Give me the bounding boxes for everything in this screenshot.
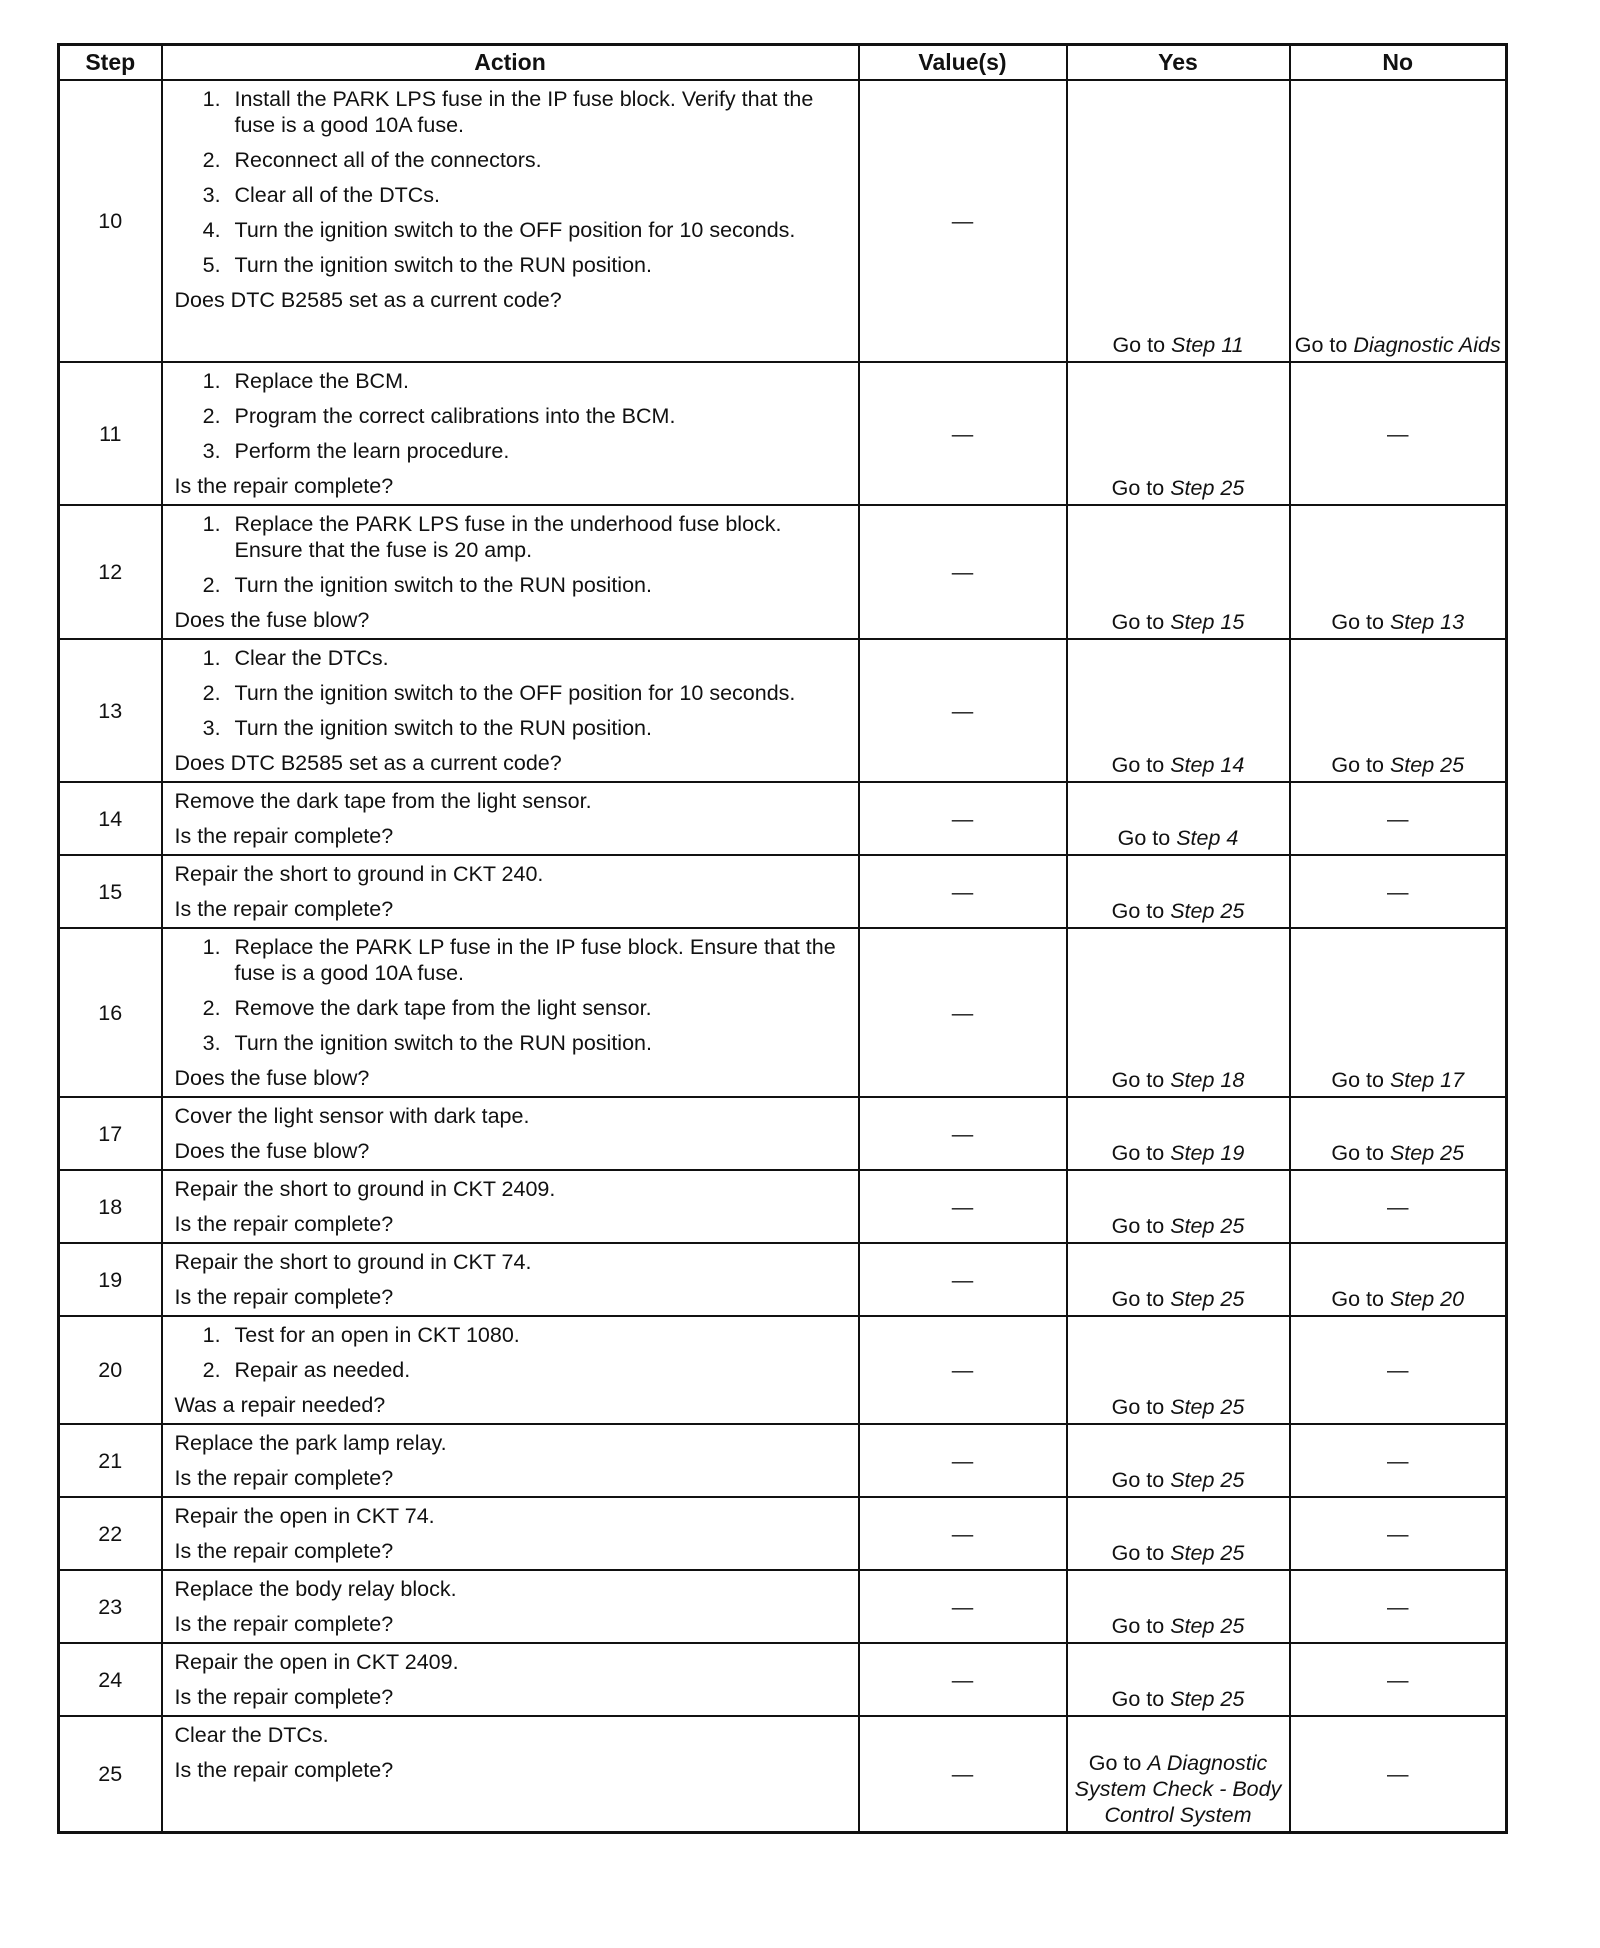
table-row (59, 1170, 1507, 1243)
action-statement: Repair the open in CKT 74. (174, 1504, 435, 1528)
yes-goto-target: Step 25 (1170, 1687, 1245, 1711)
yes-goto-target: Step 4 (1176, 826, 1239, 850)
yes-cell (1067, 1424, 1290, 1497)
table-row (59, 1424, 1507, 1497)
yes-goto-target: Step 25 (1170, 1287, 1245, 1311)
yes-cell (1067, 1716, 1290, 1832)
yes-cell (1067, 928, 1290, 1097)
yes-goto-target: Step 11 (1171, 333, 1244, 357)
action-item: 1. Test for an open in CKT 1080. (233, 1322, 852, 1348)
yes-cell (1067, 80, 1290, 362)
action-statement: Clear the DTCs. (174, 1723, 329, 1747)
action-question: Is the repair complete? (174, 474, 394, 498)
action-item: 1. Install the PARK LPS fuse in the IP fuse block. Verify that the fuse is a good 10A fuse. (233, 86, 852, 138)
no-cell (1290, 639, 1507, 782)
no-cell (1290, 80, 1507, 362)
value-cell: — (859, 928, 1067, 1097)
yes-goto-target: Step 15 (1170, 610, 1245, 634)
action-question: Is the repair complete? (174, 1212, 394, 1236)
action-question: Is the repair complete? (174, 824, 394, 848)
action-cell (162, 639, 859, 782)
value-cell: — (859, 1716, 1067, 1832)
no-cell: — (1290, 1643, 1507, 1716)
no-cell: — (1290, 855, 1507, 928)
yes-goto-prefix: Go to (1117, 826, 1177, 850)
action-statement: Replace the body relay block. (174, 1577, 457, 1601)
yes-goto-prefix: Go to (1111, 1068, 1171, 1092)
action-list (175, 511, 852, 598)
action-question: Is the repair complete? (174, 1685, 394, 1709)
no-goto-target: Step 20 (1389, 1287, 1465, 1311)
value-cell: — (859, 1170, 1067, 1243)
value-cell: — (859, 1643, 1067, 1716)
no-cell: — (1290, 1497, 1507, 1570)
no-cell: — (1290, 1424, 1507, 1497)
action-question: Does the fuse blow? (174, 1066, 370, 1090)
step-number: 20 (59, 1316, 162, 1424)
action-item: 1. Replace the PARK LPS fuse in the underhood fuse block. Ensure that the fuse is 20 amp. (233, 511, 852, 563)
yes-cell (1067, 1643, 1290, 1716)
yes-cell (1067, 1316, 1290, 1424)
no-cell: — (1290, 1316, 1507, 1424)
action-item: 3. Perform the learn procedure. (233, 438, 852, 464)
yes-cell (1067, 1243, 1290, 1316)
no-cell (1290, 928, 1507, 1097)
step-number: 15 (59, 855, 162, 928)
no-cell (1290, 505, 1507, 639)
table-row (59, 80, 1507, 362)
no-goto-target: Step 25 (1389, 1141, 1465, 1165)
table-row (59, 1316, 1507, 1424)
table-row (59, 639, 1507, 782)
action-item: 2. Turn the ignition switch to the OFF position for 10 seconds. (233, 680, 852, 706)
header-row (59, 45, 1507, 81)
no-goto-prefix: Go to (1331, 1141, 1390, 1165)
yes-goto-prefix: Go to (1111, 1287, 1171, 1311)
no-goto-prefix: Go to (1331, 610, 1390, 634)
action-cell (162, 1570, 859, 1643)
header-values: Value(s) (859, 45, 1067, 81)
action-item: 1. Clear the DTCs. (233, 645, 852, 671)
no-goto-prefix: Go to (1294, 333, 1354, 357)
action-question: Is the repair complete? (174, 1285, 394, 1309)
yes-goto-prefix: Go to (1111, 1687, 1171, 1711)
no-cell (1290, 1243, 1507, 1316)
table-row (59, 928, 1507, 1097)
value-cell: — (859, 80, 1067, 362)
yes-goto-prefix: Go to (1111, 753, 1171, 777)
action-cell (162, 1716, 859, 1832)
yes-goto-prefix: Go to (1111, 1468, 1171, 1492)
action-question: Is the repair complete? (174, 1466, 394, 1490)
action-list (175, 1322, 852, 1383)
value-cell: — (859, 505, 1067, 639)
yes-goto-target: Step 18 (1170, 1068, 1245, 1092)
yes-cell (1067, 505, 1290, 639)
no-goto-target: Diagnostic Aids (1353, 333, 1501, 357)
action-cell (162, 1170, 859, 1243)
yes-goto-target: Step 25 (1170, 1214, 1245, 1238)
table-row (59, 362, 1507, 505)
action-item: 2. Program the correct calibrations into the BCM. (233, 403, 852, 429)
yes-goto-target: Step 25 (1170, 1468, 1245, 1492)
step-number: 24 (59, 1643, 162, 1716)
yes-cell (1067, 1170, 1290, 1243)
action-item: 1. Replace the PARK LP fuse in the IP fuse block. Ensure that the fuse is a good 10A fuse. (233, 934, 852, 986)
step-number: 16 (59, 928, 162, 1097)
action-question: Was a repair needed? (174, 1393, 386, 1417)
yes-goto-prefix: Go to (1112, 333, 1172, 357)
yes-cell (1067, 362, 1290, 505)
no-cell: — (1290, 362, 1507, 505)
yes-cell (1067, 639, 1290, 782)
action-question: Is the repair complete? (174, 1539, 394, 1563)
step-number: 17 (59, 1097, 162, 1170)
action-cell (162, 1097, 859, 1170)
action-list (175, 934, 852, 1056)
table-row (59, 1097, 1507, 1170)
value-cell: — (859, 1497, 1067, 1570)
yes-goto-prefix: Go to (1111, 1541, 1171, 1565)
action-statement: Repair the open in CKT 2409. (174, 1650, 459, 1674)
value-cell: — (859, 1097, 1067, 1170)
yes-goto-target: Step 19 (1170, 1141, 1245, 1165)
step-number: 12 (59, 505, 162, 639)
action-list (175, 368, 852, 464)
table-row (59, 505, 1507, 639)
action-question: Is the repair complete? (174, 1758, 394, 1782)
action-list (175, 645, 852, 741)
yes-goto-target: A Diagnostic System Check - Body Control System (1074, 1750, 1282, 1827)
yes-goto-prefix: Go to (1111, 1395, 1171, 1419)
no-goto-target: Step 25 (1389, 753, 1465, 777)
action-item: 2. Remove the dark tape from the light sensor. (233, 995, 852, 1021)
action-statement: Repair the short to ground in CKT 2409. (174, 1177, 556, 1201)
table-row (59, 1716, 1507, 1832)
yes-cell (1067, 1570, 1290, 1643)
step-number: 18 (59, 1170, 162, 1243)
action-question: Does the fuse blow? (174, 1139, 370, 1163)
step-number: 14 (59, 782, 162, 855)
yes-cell (1067, 782, 1290, 855)
yes-goto-target: Step 25 (1170, 1614, 1245, 1638)
yes-goto-target: Step 25 (1170, 1541, 1245, 1565)
value-cell: — (859, 1316, 1067, 1424)
action-cell (162, 782, 859, 855)
yes-goto-prefix: Go to (1111, 1214, 1171, 1238)
header-step: Step (59, 45, 162, 81)
table-row (59, 1497, 1507, 1570)
action-statement: Replace the park lamp relay. (174, 1431, 447, 1455)
action-question: Does DTC B2585 set as a current code? (174, 288, 562, 312)
table-row (59, 1643, 1507, 1716)
action-cell (162, 1497, 859, 1570)
step-number: 25 (59, 1716, 162, 1832)
action-cell (162, 1643, 859, 1716)
value-cell: — (859, 855, 1067, 928)
header-no: No (1290, 45, 1507, 81)
yes-cell (1067, 1497, 1290, 1570)
action-cell (162, 362, 859, 505)
action-item: 3. Clear all of the DTCs. (233, 182, 852, 208)
action-item: 5. Turn the ignition switch to the RUN position. (233, 252, 852, 278)
no-goto-prefix: Go to (1331, 1068, 1390, 1092)
yes-goto-prefix: Go to (1111, 899, 1171, 923)
step-number: 22 (59, 1497, 162, 1570)
no-cell: — (1290, 782, 1507, 855)
action-statement: Repair the short to ground in CKT 240. (174, 862, 544, 886)
action-cell (162, 80, 859, 362)
action-cell (162, 1424, 859, 1497)
no-cell: — (1290, 1570, 1507, 1643)
yes-goto-target: Step 14 (1170, 753, 1245, 777)
action-question: Is the repair complete? (174, 1612, 394, 1636)
action-item: 3. Turn the ignition switch to the RUN position. (233, 715, 852, 741)
table-row (59, 782, 1507, 855)
action-question: Does the fuse blow? (174, 608, 370, 632)
no-cell (1290, 1097, 1507, 1170)
no-goto-prefix: Go to (1331, 753, 1390, 777)
yes-goto-prefix: Go to (1088, 1750, 1148, 1775)
no-goto-prefix: Go to (1331, 1287, 1390, 1311)
yes-goto-prefix: Go to (1111, 610, 1171, 634)
action-cell (162, 1316, 859, 1424)
header-yes: Yes (1067, 45, 1290, 81)
value-cell: — (859, 1570, 1067, 1643)
action-cell (162, 928, 859, 1097)
no-cell: — (1290, 1170, 1507, 1243)
step-number: 13 (59, 639, 162, 782)
step-number: 10 (59, 80, 162, 362)
table-body (59, 80, 1507, 1832)
action-statement: Remove the dark tape from the light sensor. (174, 789, 592, 813)
action-cell (162, 1243, 859, 1316)
action-item: 4. Turn the ignition switch to the OFF position for 10 seconds. (233, 217, 852, 243)
action-cell (162, 855, 859, 928)
diagnostic-table (57, 43, 1508, 1834)
action-item: 3. Turn the ignition switch to the RUN position. (233, 1030, 852, 1056)
action-question: Is the repair complete? (174, 897, 394, 921)
action-question: Does DTC B2585 set as a current code? (174, 751, 562, 775)
value-cell: — (859, 1424, 1067, 1497)
yes-goto-target: Step 25 (1170, 476, 1245, 500)
action-list (175, 86, 852, 278)
action-item: 2. Turn the ignition switch to the RUN position. (233, 572, 852, 598)
value-cell: — (859, 362, 1067, 505)
step-number: 19 (59, 1243, 162, 1316)
yes-cell (1067, 1097, 1290, 1170)
yes-goto-prefix: Go to (1111, 476, 1171, 500)
table-row (59, 1570, 1507, 1643)
action-item: 2. Reconnect all of the connectors. (233, 147, 852, 173)
header-action: Action (162, 45, 859, 81)
action-statement: Cover the light sensor with dark tape. (174, 1104, 530, 1128)
no-cell: — (1290, 1716, 1507, 1832)
yes-goto-target: Step 25 (1170, 1395, 1245, 1419)
yes-cell (1067, 855, 1290, 928)
value-cell: — (859, 1243, 1067, 1316)
step-number: 21 (59, 1424, 162, 1497)
action-item: 1. Replace the BCM. (233, 368, 852, 394)
yes-goto-target: Step 25 (1170, 899, 1245, 923)
no-goto-target: Step 13 (1389, 610, 1465, 634)
step-number: 11 (59, 362, 162, 505)
value-cell: — (859, 782, 1067, 855)
step-number: 23 (59, 1570, 162, 1643)
yes-goto-prefix: Go to (1111, 1614, 1171, 1638)
action-item: 2. Repair as needed. (233, 1357, 852, 1383)
value-cell: — (859, 639, 1067, 782)
action-cell (162, 505, 859, 639)
table-row (59, 1243, 1507, 1316)
action-statement: Repair the short to ground in CKT 74. (174, 1250, 532, 1274)
no-goto-target: Step 17 (1389, 1068, 1465, 1092)
table-row (59, 855, 1507, 928)
yes-goto-prefix: Go to (1111, 1141, 1171, 1165)
